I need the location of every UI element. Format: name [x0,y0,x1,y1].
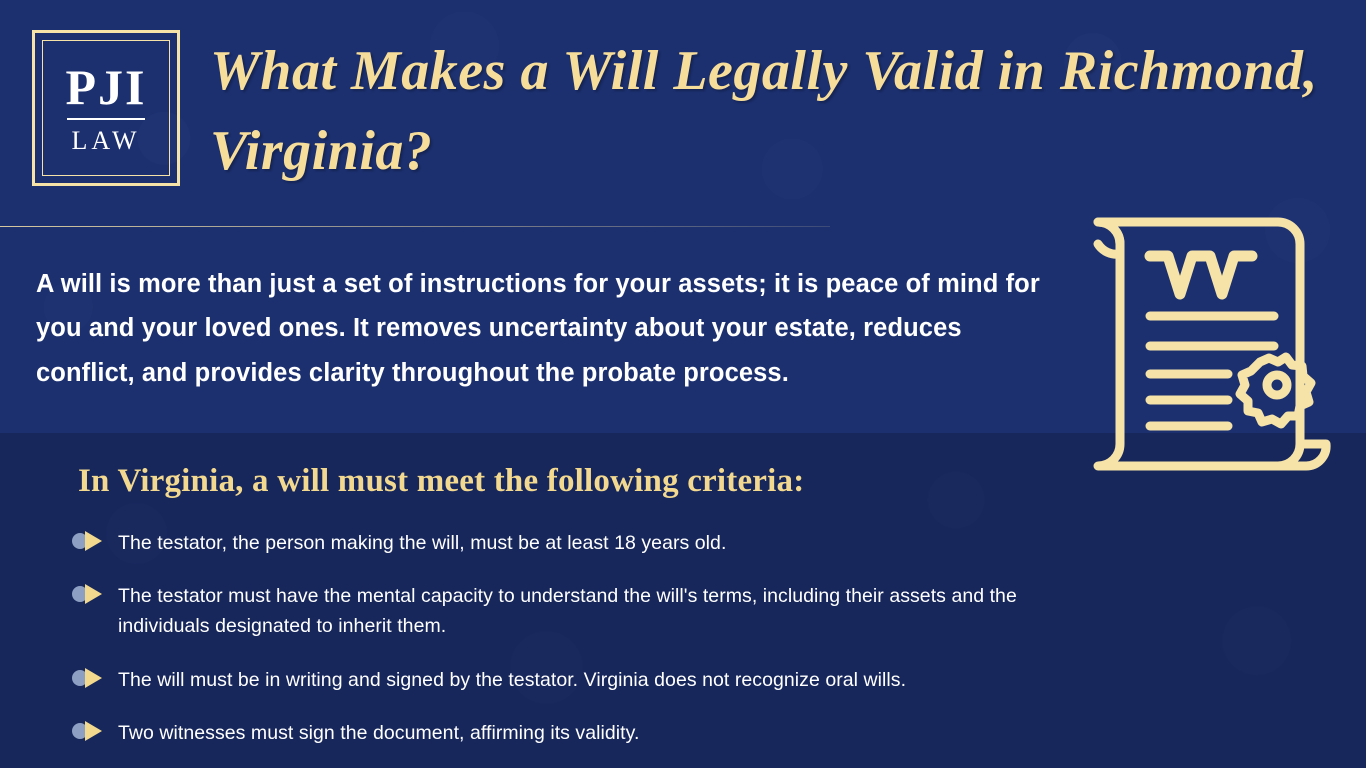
intro-paragraph: A will is more than just a set of instructions for your assets; it is peace of mind for you and your loved ones. It removes uncertainty about your estate, reduces conflict, and provides clarity throughout the probate process. [36,270,1040,387]
arrow-bullet-icon [72,529,118,555]
arrow-bullet-icon [72,666,118,692]
list-item [72,718,1112,748]
criteria-item-text: Two witnesses must sign the document, affirming its validity. [118,721,640,744]
criteria-item-text: The will must be in writing and signed by the testator. Virginia does not recognize oral wills. [118,668,907,691]
brand-logo-divider [67,118,145,120]
header-divider [0,226,830,227]
criteria-list [72,528,1112,768]
list-item [72,528,1112,558]
brand-logo-inner [42,40,170,176]
brand-logo-primary: PJI [65,59,147,115]
criteria-item-text: The testator must have the mental capacity to understand the will's terms, including their assets and the individuals designated to inherit them. [118,585,1017,638]
brand-logo [32,30,180,186]
list-item [72,581,1112,641]
list-item [72,665,1112,695]
will-scroll-icon [1038,186,1348,496]
criteria-heading: In Virginia, a will must meet the following criteria: [78,463,805,499]
brand-logo-secondary: LAW [71,126,141,155]
page-title: What Makes a Will Legally Valid in Richmond, Virginia? [210,40,1318,182]
criteria-item-text: The testator, the person making the will, must be at least 18 years old. [118,532,727,554]
arrow-bullet-icon [72,719,118,745]
arrow-bullet-icon [72,582,118,608]
